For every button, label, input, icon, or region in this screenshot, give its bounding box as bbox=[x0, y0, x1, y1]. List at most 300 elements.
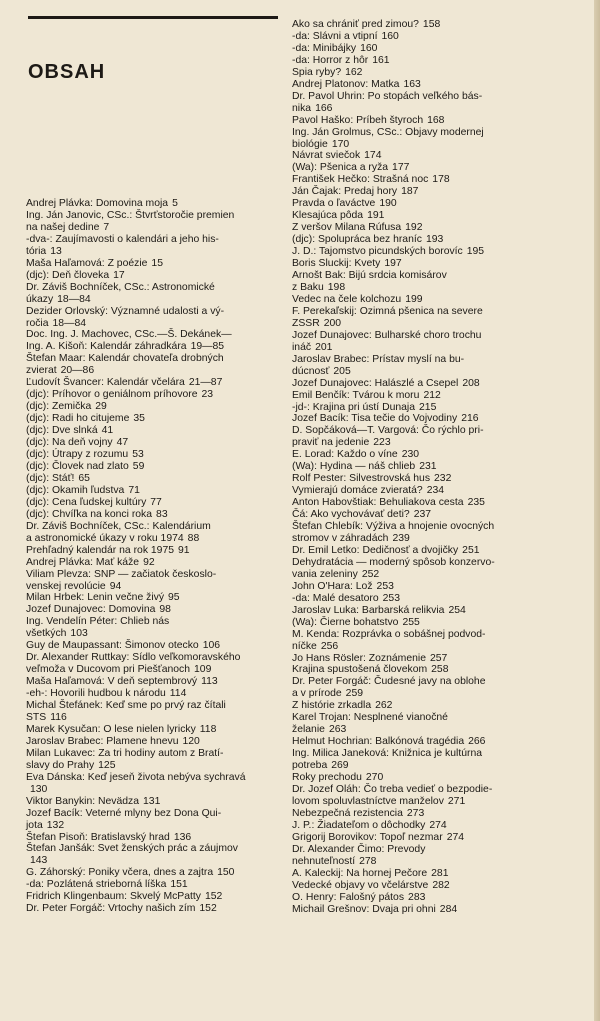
toc-entry-title: -da: Malé desatoro bbox=[292, 592, 379, 604]
toc-entry-page: 271 bbox=[447, 795, 466, 807]
toc-entry bbox=[26, 676, 276, 688]
toc-entry bbox=[292, 629, 570, 641]
toc-entry bbox=[292, 222, 570, 234]
toc-entry-title: Milan Hrbek: Lenin večne živý bbox=[26, 592, 165, 604]
toc-entry-title: Marek Kysučan: O lese nielen lyricky bbox=[26, 723, 196, 735]
toc-entry-title: Andrej Platonov: Matka bbox=[292, 78, 400, 90]
toc-entry-page: 253 bbox=[376, 580, 394, 592]
toc-entry-title: slavy do Prahy bbox=[26, 759, 95, 771]
toc-entry-page: 195 bbox=[466, 246, 485, 258]
toc-entry-title: Štefan Pisoň: Bratislavský hrad bbox=[26, 831, 170, 843]
toc-entry bbox=[292, 19, 570, 31]
toc-entry bbox=[292, 521, 570, 533]
toc-entry-title: jota bbox=[26, 819, 43, 831]
toc-entry-page: 254 bbox=[448, 604, 466, 616]
toc-entry-title: stromov v záhradách bbox=[292, 532, 389, 544]
toc-entry-title: Dr. Alexander Čimo: Prevody bbox=[292, 843, 426, 855]
toc-entry-title: Dr. Alexander Ruttkay: Sídlo veľkomoravského bbox=[26, 652, 241, 664]
toc-entry-title: (djc): Chvíľka na konci roka bbox=[26, 508, 153, 520]
toc-entry-page: 253 bbox=[382, 592, 400, 604]
toc-entry-title: vania zeleniny bbox=[292, 568, 358, 580]
toc-entry-title: Ing. Ján Janovic, CSc.: Štvrťstoročie premien bbox=[26, 209, 235, 221]
toc-entry-page: 120 bbox=[182, 735, 200, 747]
toc-entry bbox=[26, 879, 276, 891]
toc-entry-page: 200 bbox=[323, 317, 342, 329]
toc-entry-title: ročia bbox=[26, 317, 49, 329]
toc-entry-title: Ing. Ján Grolmus, CSc.: Objavy modernej bbox=[292, 126, 484, 138]
toc-entry-title: Michal Štefánek: Keď sme po prvý raz čítali bbox=[26, 700, 226, 712]
toc-entry-page: 284 bbox=[439, 903, 458, 915]
toc-entry-page: 163 bbox=[403, 78, 421, 90]
toc-entry-title: Prehľadný kalendár na rok 1975 bbox=[26, 544, 175, 556]
toc-entry-title: Fridrich Klingenbaum: Skvelý McPatty bbox=[26, 891, 201, 903]
toc-entry bbox=[292, 449, 570, 461]
toc-entry-title: a astronomické úkazy v roku 1974 bbox=[26, 532, 184, 544]
toc-entry bbox=[292, 413, 570, 425]
toc-entry bbox=[292, 162, 570, 174]
toc-entry-title: -jd-: Krajina pri ústí Dunaja bbox=[292, 401, 416, 413]
toc-entry-page: 223 bbox=[373, 437, 391, 449]
toc-entry bbox=[26, 772, 276, 784]
toc-entry bbox=[26, 497, 276, 509]
toc-entry bbox=[26, 222, 276, 234]
toc-entry bbox=[26, 449, 276, 461]
toc-entry-title: tória bbox=[26, 245, 47, 257]
toc-entry-page: 162 bbox=[345, 66, 363, 78]
toc-entry-title: Jozef Dunajovec: Bulharské choro trochu bbox=[292, 329, 482, 341]
toc-entry-page: 35 bbox=[133, 413, 145, 425]
toc-entry-page: 215 bbox=[419, 401, 437, 413]
toc-entry-page: 234 bbox=[426, 485, 445, 497]
toc-entry-page: 59 bbox=[132, 460, 145, 472]
toc-entry-title: nika bbox=[292, 102, 312, 114]
toc-entry-page: 20—86 bbox=[60, 365, 95, 377]
toc-entry-page: 151 bbox=[170, 879, 188, 891]
toc-entry-page: 23 bbox=[201, 389, 214, 401]
toc-entry-page: 21—87 bbox=[188, 377, 223, 389]
toc-entry bbox=[292, 593, 570, 605]
toc-entry-title: (djc): Okamih ľudstva bbox=[26, 484, 125, 496]
toc-entry-title: Jaroslav Luka: Barbarská relikvia bbox=[292, 604, 445, 616]
toc-entry bbox=[292, 330, 570, 342]
toc-entry-title: A. Kaleckij: Na hornej Pečore bbox=[292, 867, 428, 879]
toc-entry bbox=[292, 664, 570, 676]
toc-entry bbox=[26, 353, 276, 365]
toc-entry bbox=[26, 485, 276, 497]
toc-entry bbox=[26, 640, 276, 652]
toc-entry-title: Jozef Dunajovec: Domovina bbox=[26, 604, 156, 616]
toc-entry-title: všetkých bbox=[26, 628, 67, 640]
toc-entry bbox=[26, 903, 276, 915]
toc-entry bbox=[26, 557, 276, 569]
toc-entry-page: 161 bbox=[372, 54, 390, 66]
toc-entry-page: 239 bbox=[392, 532, 410, 544]
toc-entry bbox=[292, 378, 570, 390]
toc-entry-title: (djc): Na deň vojny bbox=[26, 437, 113, 449]
toc-entry-title: (djc): Zemička bbox=[26, 401, 92, 413]
toc-entry-page: 132 bbox=[46, 819, 65, 831]
toc-entry bbox=[292, 270, 570, 282]
toc-entry-page: 17 bbox=[113, 269, 125, 281]
toc-entry-page: 116 bbox=[50, 711, 67, 723]
toc-entry-title: (Wa): Pšenica a ryža bbox=[292, 162, 389, 174]
toc-entry bbox=[26, 569, 276, 581]
toc-right-column bbox=[292, 19, 570, 915]
toc-entry-page: 256 bbox=[320, 640, 339, 652]
toc-entry bbox=[26, 891, 276, 903]
toc-entry-page: 136 bbox=[173, 831, 192, 843]
toc-entry-title: Andrej Plávka: Mať káže bbox=[26, 556, 140, 568]
toc-entry bbox=[292, 617, 570, 629]
toc-entry bbox=[292, 246, 570, 258]
toc-entry-title: Dr. Záviš Bochníček, CSc.: Astronomické bbox=[26, 281, 215, 293]
toc-entry-title: Ako sa chrániť pred zimou? bbox=[292, 19, 419, 30]
toc-entry-page: 177 bbox=[392, 162, 410, 174]
toc-entry bbox=[26, 832, 276, 844]
toc-entry-title: a v prírode bbox=[292, 688, 342, 700]
toc-entry-page: 178 bbox=[432, 174, 450, 186]
toc-entry-title: Michail Grešnov: Dvaja pri ohni bbox=[292, 903, 436, 915]
toc-entry bbox=[292, 366, 570, 378]
toc-entry-page: 199 bbox=[405, 293, 423, 305]
toc-entry-page: 131 bbox=[143, 795, 161, 807]
toc-entry-title: Spia ryby? bbox=[292, 66, 342, 78]
toc-entry bbox=[26, 760, 276, 772]
toc-entry-page: 95 bbox=[168, 592, 180, 604]
toc-entry bbox=[292, 437, 570, 449]
toc-entry bbox=[26, 210, 276, 222]
toc-entry-page: 94 bbox=[109, 580, 122, 592]
toc-entry bbox=[26, 700, 276, 712]
toc-entry bbox=[292, 306, 570, 318]
toc-entry bbox=[292, 545, 570, 557]
toc-entry bbox=[26, 796, 276, 808]
toc-entry bbox=[26, 389, 276, 401]
toc-entry-page: 7 bbox=[103, 221, 110, 233]
toc-entry-page: 235 bbox=[467, 497, 485, 509]
toc-entry-page: 5 bbox=[172, 198, 178, 209]
toc-entry-title: Štefan Chlebík: Výživa a hnojenie ovocných bbox=[292, 521, 495, 533]
toc-entry bbox=[292, 67, 570, 79]
toc-entry-page: 205 bbox=[333, 365, 351, 377]
toc-entry bbox=[292, 569, 570, 581]
toc-entry-title: ináč bbox=[292, 341, 312, 353]
toc-entry bbox=[26, 341, 276, 353]
toc-entry bbox=[292, 150, 570, 162]
toc-entry-title: Ľudovít Švancer: Kalendár včelára bbox=[26, 377, 185, 389]
toc-entry bbox=[26, 294, 276, 306]
toc-entry-title: ZSSR bbox=[292, 317, 320, 329]
toc-entry-title: Guy de Maupassant: Šimonov otecko bbox=[26, 640, 199, 652]
toc-entry bbox=[292, 79, 570, 91]
toc-entry bbox=[26, 377, 276, 389]
toc-entry-title: veľmoža v Ducovom pri Piešťanoch bbox=[26, 664, 191, 676]
toc-entry bbox=[292, 43, 570, 55]
toc-entry bbox=[26, 581, 276, 593]
toc-entry bbox=[26, 724, 276, 736]
toc-entry bbox=[292, 808, 570, 820]
toc-entry-page: 106 bbox=[202, 640, 221, 652]
toc-entry bbox=[292, 784, 570, 796]
toc-entry bbox=[26, 533, 276, 545]
toc-entry bbox=[292, 115, 570, 127]
toc-entry-title: D. Sopčáková—T. Vargová: Čo rýchlo pri- bbox=[292, 425, 484, 437]
toc-entry-page: 92 bbox=[143, 556, 155, 568]
toc-entry-page: 282 bbox=[432, 879, 450, 891]
toc-entry-page: 53 bbox=[132, 449, 144, 461]
toc-entry-title: Čá: Ako vychovávať deti? bbox=[292, 509, 410, 521]
toc-entry-title: Klesajúca pôda bbox=[292, 210, 364, 222]
toc-entry-page: 192 bbox=[405, 222, 423, 234]
toc-entry-title: želanie bbox=[292, 724, 325, 736]
toc-entry bbox=[292, 127, 570, 139]
toc-entry bbox=[292, 342, 570, 354]
toc-entry-title: Nebezpečná rezistencia bbox=[292, 807, 403, 819]
toc-entry-title: J. P.: Žiadateľom o dôchodky bbox=[292, 819, 426, 831]
toc-entry-page: 232 bbox=[434, 473, 452, 485]
toc-entry-page: 190 bbox=[379, 198, 397, 210]
toc-entry-title: Pavol Haško: Príbeh štyroch bbox=[292, 114, 424, 126]
toc-entry-page: 18—84 bbox=[57, 293, 91, 305]
toc-entry bbox=[292, 641, 570, 653]
toc-entry-title: Grigorij Borovikov: Topoľ nezmar bbox=[292, 831, 443, 843]
toc-entry-title: (djc): Stáť! bbox=[26, 472, 75, 484]
toc-entry-page: 143 bbox=[30, 855, 48, 867]
toc-entry bbox=[292, 390, 570, 402]
toc-entry-title: potreba bbox=[292, 760, 328, 772]
toc-entry-title: -da: Minibájky bbox=[292, 42, 357, 54]
toc-entry bbox=[26, 820, 276, 832]
toc-entry-page: 216 bbox=[461, 413, 479, 425]
toc-entry bbox=[292, 748, 570, 760]
toc-left-column bbox=[26, 198, 276, 915]
toc-entry bbox=[292, 318, 570, 330]
toc-entry-title: níčke bbox=[292, 640, 317, 652]
toc-entry bbox=[292, 485, 570, 497]
toc-entry-page: 150 bbox=[217, 867, 235, 879]
toc-entry bbox=[292, 91, 570, 103]
toc-entry-page: 193 bbox=[425, 234, 444, 246]
toc-entry-page: 29 bbox=[95, 401, 107, 413]
toc-entry-title: (djc): Príhovor o geniálnom príhovore bbox=[26, 389, 198, 401]
toc-entry-title: Vymierajú domáce zvieratá? bbox=[292, 485, 423, 497]
toc-entry-page: 231 bbox=[419, 461, 437, 473]
toc-entry bbox=[26, 198, 276, 210]
toc-entry-page: 109 bbox=[194, 664, 212, 676]
toc-entry bbox=[292, 892, 570, 904]
toc-entry-title: Eva Dánska: Keď jeseň života nebýva sychravá bbox=[26, 771, 246, 783]
toc-entry-title: (djc): Deň človeka bbox=[26, 269, 110, 281]
toc-entry-page: 230 bbox=[401, 449, 420, 461]
toc-entry-page: 197 bbox=[384, 258, 402, 270]
toc-entry-title: -eh-: Hovorili hudbou k národu bbox=[26, 688, 166, 700]
toc-entry-title: Dr. Peter Forgáč: Vrtochy našich zím bbox=[26, 903, 196, 915]
toc-entry-page: 174 bbox=[364, 150, 382, 162]
toc-entry-page: 19—85 bbox=[190, 341, 225, 353]
toc-entry-page: 15 bbox=[151, 257, 163, 269]
toc-entry-page: 71 bbox=[128, 484, 140, 496]
toc-entry bbox=[292, 605, 570, 617]
toc-entry-page: 114 bbox=[169, 688, 187, 700]
toc-entry bbox=[26, 855, 276, 867]
toc-entry bbox=[26, 592, 276, 604]
toc-entry-page: 198 bbox=[327, 281, 346, 293]
toc-entry-page: 152 bbox=[199, 903, 217, 915]
toc-entry-title: Jaroslav Brabec: Plamene hnevu bbox=[26, 735, 179, 747]
toc-entry-page: 13 bbox=[50, 245, 62, 257]
toc-entry-title: F. Perekaľskij: Ozimná pšenica na severe bbox=[292, 305, 483, 317]
toc-entry-page: 263 bbox=[328, 724, 347, 736]
toc-entry-title: Boris Sluckij: Kvety bbox=[292, 258, 381, 270]
toc-entry bbox=[26, 688, 276, 700]
toc-entry-title: Dr. Emil Letko: Dedičnosť a dvojičky bbox=[292, 544, 459, 556]
toc-entry-page: 170 bbox=[331, 138, 350, 150]
toc-entry bbox=[26, 282, 276, 294]
toc-entry bbox=[292, 688, 570, 700]
toc-entry bbox=[26, 401, 276, 413]
toc-entry bbox=[292, 55, 570, 67]
toc-entry-title: -da: Slávni a vtipní bbox=[292, 30, 378, 42]
toc-entry-page: 208 bbox=[462, 377, 480, 389]
toc-entry-page: 158 bbox=[422, 19, 441, 30]
toc-entry-page: 152 bbox=[204, 891, 223, 903]
toc-entry bbox=[292, 557, 570, 569]
toc-entry bbox=[292, 354, 570, 366]
toc-entry bbox=[26, 664, 276, 676]
toc-entry-title: Rolf Pester: Silvestrovská hus bbox=[292, 473, 431, 485]
toc-entry-title: -da: Horror z hôr bbox=[292, 54, 369, 66]
toc-entry-page: 130 bbox=[30, 783, 48, 795]
toc-entry bbox=[26, 246, 276, 258]
toc-entry-title: (djc): Dve slnká bbox=[26, 425, 98, 437]
toc-entry-page: 113 bbox=[201, 676, 218, 688]
toc-entry bbox=[292, 904, 570, 916]
toc-entry bbox=[292, 210, 570, 222]
toc-entry bbox=[26, 413, 276, 425]
toc-entry-page: 266 bbox=[468, 736, 486, 748]
toc-entry bbox=[292, 724, 570, 736]
toc-entry-title: -dva-: Zaujímavosti o kalendári a jeho his- bbox=[26, 233, 219, 245]
toc-entry bbox=[292, 509, 570, 521]
toc-entry-title: Vedecké objavy vo včelárstve bbox=[292, 879, 429, 891]
toc-entry bbox=[292, 461, 570, 473]
toc-entry bbox=[292, 856, 570, 868]
toc-entry-page: 91 bbox=[178, 544, 190, 556]
toc-entry-title: -da: Pozlátená strieborná líška bbox=[26, 879, 167, 891]
toc-entry bbox=[292, 473, 570, 485]
toc-entry bbox=[292, 844, 570, 856]
toc-entry bbox=[26, 461, 276, 473]
toc-entry-page: 274 bbox=[446, 831, 465, 843]
toc-entry-title: dúcnosť bbox=[292, 365, 330, 377]
toc-entry-title: Dr. Pavol Uhrin: Po stopách veľkého bás- bbox=[292, 90, 483, 102]
toc-entry bbox=[26, 329, 276, 341]
toc-entry-page: 262 bbox=[375, 700, 393, 712]
toc-entry-title: (Wa): Hydina — náš chlieb bbox=[292, 461, 416, 473]
toc-entry-page: 125 bbox=[98, 759, 116, 771]
toc-entry bbox=[292, 103, 570, 115]
toc-entry-title: J. D.: Tajomstvo picundských borovíc bbox=[292, 246, 463, 258]
toc-entry bbox=[292, 880, 570, 892]
toc-entry-title: Dezider Orlovský: Významné udalosti a vý- bbox=[26, 305, 225, 317]
toc-entry bbox=[26, 736, 276, 748]
toc-entry bbox=[292, 425, 570, 437]
toc-entry-title: (djc): Cena ľudskej kultúry bbox=[26, 496, 147, 508]
toc-entry-page: 160 bbox=[360, 42, 378, 54]
toc-entry bbox=[292, 712, 570, 724]
toc-entry-page: 258 bbox=[431, 664, 449, 676]
toc-entry-title: Roky prechodu bbox=[292, 772, 362, 784]
toc-entry bbox=[26, 867, 276, 879]
toc-entry-page: 283 bbox=[408, 891, 426, 903]
toc-entry-page: 103 bbox=[70, 628, 88, 640]
toc-entry bbox=[26, 258, 276, 270]
toc-entry-title: Dr. Záviš Bochníček, CSc.: Kalendárium bbox=[26, 520, 211, 532]
toc-entry-title: (djc): Spolupráca bez hraníc bbox=[292, 234, 422, 246]
toc-entry-page: 273 bbox=[406, 807, 425, 819]
toc-entry-page: 83 bbox=[156, 508, 168, 520]
toc-entry-title: Milan Lukavec: Za tri hodiny autom z Bratí- bbox=[26, 747, 224, 759]
toc-entry-page: 259 bbox=[345, 688, 364, 700]
toc-entry-page: 212 bbox=[423, 389, 441, 401]
toc-entry-title: praviť na jedenie bbox=[292, 437, 370, 449]
toc-entry bbox=[292, 234, 570, 246]
toc-entry-title: Vedec na čele kolchozu bbox=[292, 293, 402, 305]
toc-entry-page: 252 bbox=[361, 568, 380, 580]
toc-entry bbox=[292, 258, 570, 270]
toc-entry-title: Arnošt Bak: Bijú srdcia komisárov bbox=[292, 270, 447, 282]
toc-entry bbox=[26, 748, 276, 760]
toc-entry bbox=[26, 234, 276, 246]
toc-entry-page: 270 bbox=[365, 772, 384, 784]
toc-entry-page: 274 bbox=[429, 819, 447, 831]
toc-entry-title: zvierat bbox=[26, 365, 57, 377]
toc-entry bbox=[292, 820, 570, 832]
toc-entry bbox=[26, 604, 276, 616]
toc-entry-title: biológie bbox=[292, 138, 328, 150]
toc-entry-title: Helmut Hochrian: Balkónová tragédia bbox=[292, 736, 465, 748]
toc-entry-title: Ing. Vendelín Péter: Chlieb nás bbox=[26, 616, 170, 628]
toc-entry bbox=[26, 808, 276, 820]
toc-entry-title: M. Kenda: Rozprávka o sobášnej podvod- bbox=[292, 628, 486, 640]
page-title: OBSAH bbox=[28, 61, 106, 83]
toc-entry-title: Andrej Plávka: Domovina moja bbox=[26, 198, 169, 209]
toc-entry-title: na našej dedine bbox=[26, 221, 100, 233]
toc-entry bbox=[26, 365, 276, 377]
toc-entry-title: z Baku bbox=[292, 281, 324, 293]
toc-entry-page: 166 bbox=[315, 102, 333, 114]
toc-entry-title: Z veršov Milana Rúfusa bbox=[292, 222, 402, 234]
toc-entry-title: G. Záhorský: Poniky včera, dnes a zajtra bbox=[26, 867, 214, 879]
toc-entry-page: 41 bbox=[101, 425, 114, 437]
toc-entry bbox=[26, 628, 276, 640]
toc-entry-page: 88 bbox=[187, 532, 200, 544]
toc-entry-page: 281 bbox=[431, 867, 449, 879]
toc-entry-title: Doc. Ing. J. Machovec, CSc.—Š. Dekánek— bbox=[26, 329, 232, 341]
toc-entry-title: Jozef Bacík: Veterné mlyny bez Dona Qui- bbox=[26, 807, 222, 819]
toc-entry-title: Pravda o ľaváctve bbox=[292, 198, 376, 210]
toc-entry bbox=[26, 473, 276, 485]
toc-entry bbox=[292, 700, 570, 712]
toc-entry bbox=[26, 784, 276, 796]
toc-entry bbox=[292, 653, 570, 665]
toc-entry-page: 77 bbox=[150, 496, 162, 508]
toc-entry-title: Anton Habovštiak: Behuliakova cesta bbox=[292, 497, 464, 509]
toc-entry-title: Jozef Bacík: Tisa tečie do Vojvodiny bbox=[292, 413, 458, 425]
toc-entry-title: E. Lorad: Každo o víne bbox=[292, 449, 398, 461]
toc-entry-page: 118 bbox=[199, 723, 217, 735]
toc-entry-title: nehnuteľností bbox=[292, 855, 356, 867]
